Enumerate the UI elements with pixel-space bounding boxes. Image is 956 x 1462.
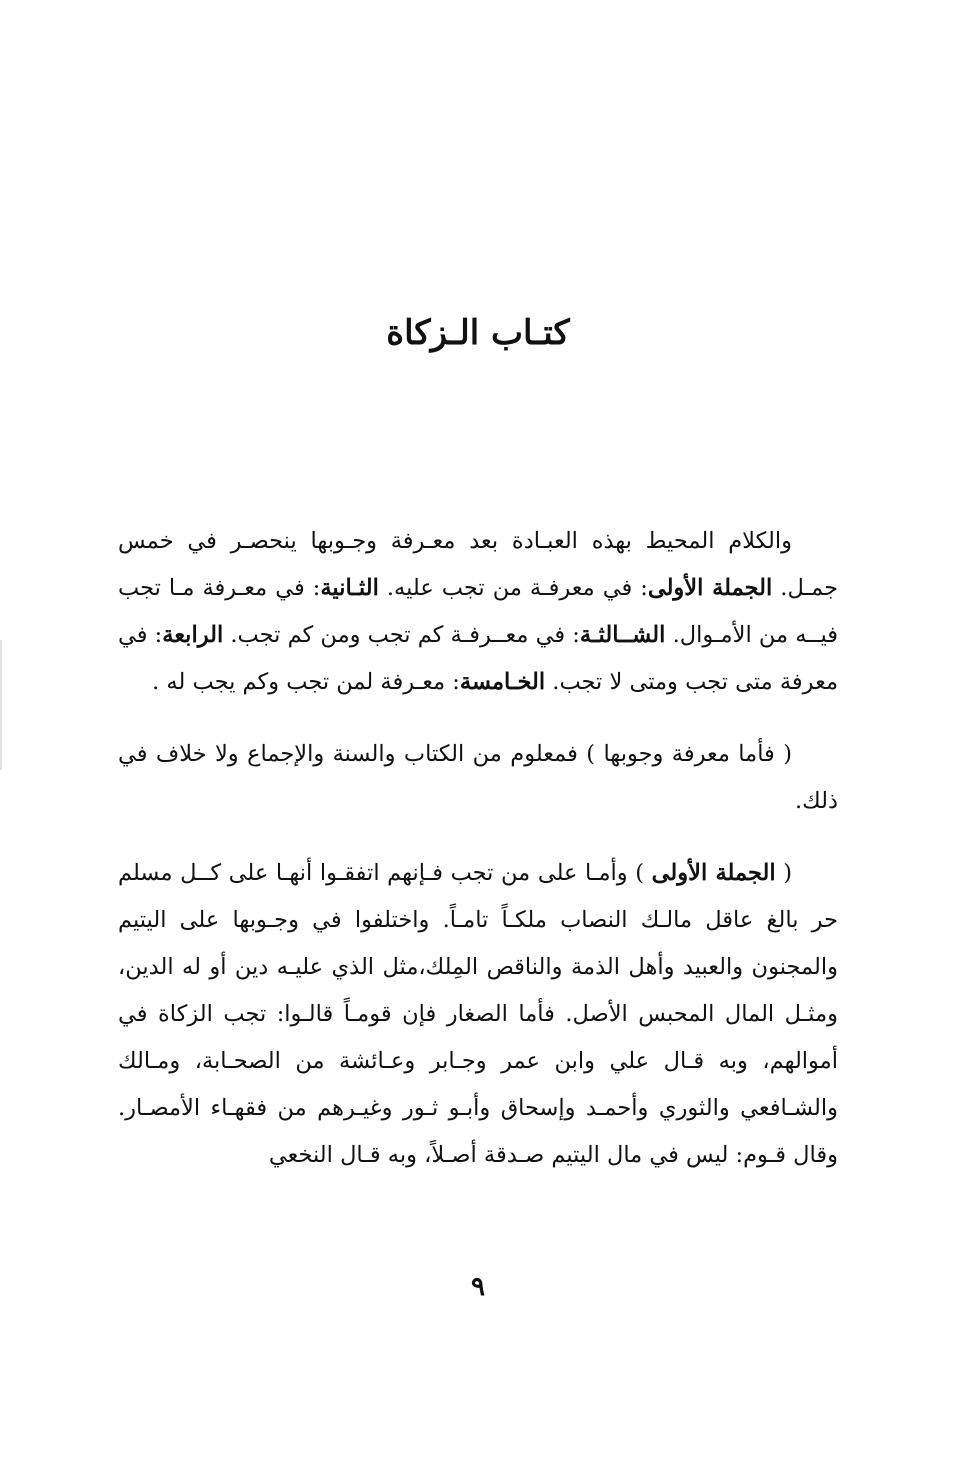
body-text: [118, 518, 838, 1179]
paragraph-3: [118, 850, 838, 1179]
text-run: ) وأمـا على من تجب فـإنهم اتفقـوا أنهـا على كــل مسلم حر بالغ عاقل مالـك النصاب ملكـاً تامـاً. واختلفوا في وجـوبها على اليتيم والمجنون والعبيد وأهل الذمة والناقص المِلك،مثل الذي عليـه دين أو له الدين، ومثـل المال المحبس الأصل. فأما الصغار فإن قومـاً قالـوا: تجب الزكاة في أموالهم، وبه قـال علي وابن عمر وجـابر وعـائشة من الصحـابة، ومـالك والشـافعي والثوري وأحمـد وإسحاق وأبـو ثـور وغيـرهم من فقهـاء الأمصـار. وقال قـوم: ليس في مال اليتيم صـدقة أصـلاً، وبه قـال النخعي: [118, 860, 838, 1168]
text-run: : في معــرفـة كم تجب ومن كم تجب.: [223, 622, 580, 648]
chapter-title: كتـاب الـزكاة: [386, 313, 570, 353]
scan-edge-shadow: [0, 640, 2, 770]
text-run: والكلام المحيط بهذه العبـادة بعد معـرفة وجـوبها ينحصـر في خمس جمـل.: [118, 528, 839, 601]
term-first-section: الجملة الأولى: [651, 860, 776, 886]
term-second-section: الثـانية: [320, 575, 379, 601]
text-run: : في معـرفة مـا تجب فيــه من الأمـوال.: [118, 575, 838, 648]
paragraph-2: [118, 731, 838, 825]
term-third-section: الشــالثـة: [579, 622, 666, 648]
text-run: : معـرفة لمن تجب وكم يجب له .: [152, 669, 460, 695]
text-run: (: [775, 860, 793, 886]
text-run: : في معرفة متى تجب ومتى لا تجب.: [118, 622, 838, 695]
text-run: ( فأما معرفة وجوبها ) فمعلوم من الكتاب والسنة والإجماع ولا خلاف في ذلك.: [118, 741, 838, 814]
text-run: : في معرفـة من تجب عليه.: [378, 575, 648, 601]
page-number: ٩: [471, 1272, 485, 1302]
paragraph-1: [118, 518, 838, 706]
term-first-section: الجملة الأولى: [647, 575, 773, 601]
term-fourth-section: الرابعة: [162, 622, 224, 648]
term-fifth-section: الخـامسة: [459, 669, 546, 695]
